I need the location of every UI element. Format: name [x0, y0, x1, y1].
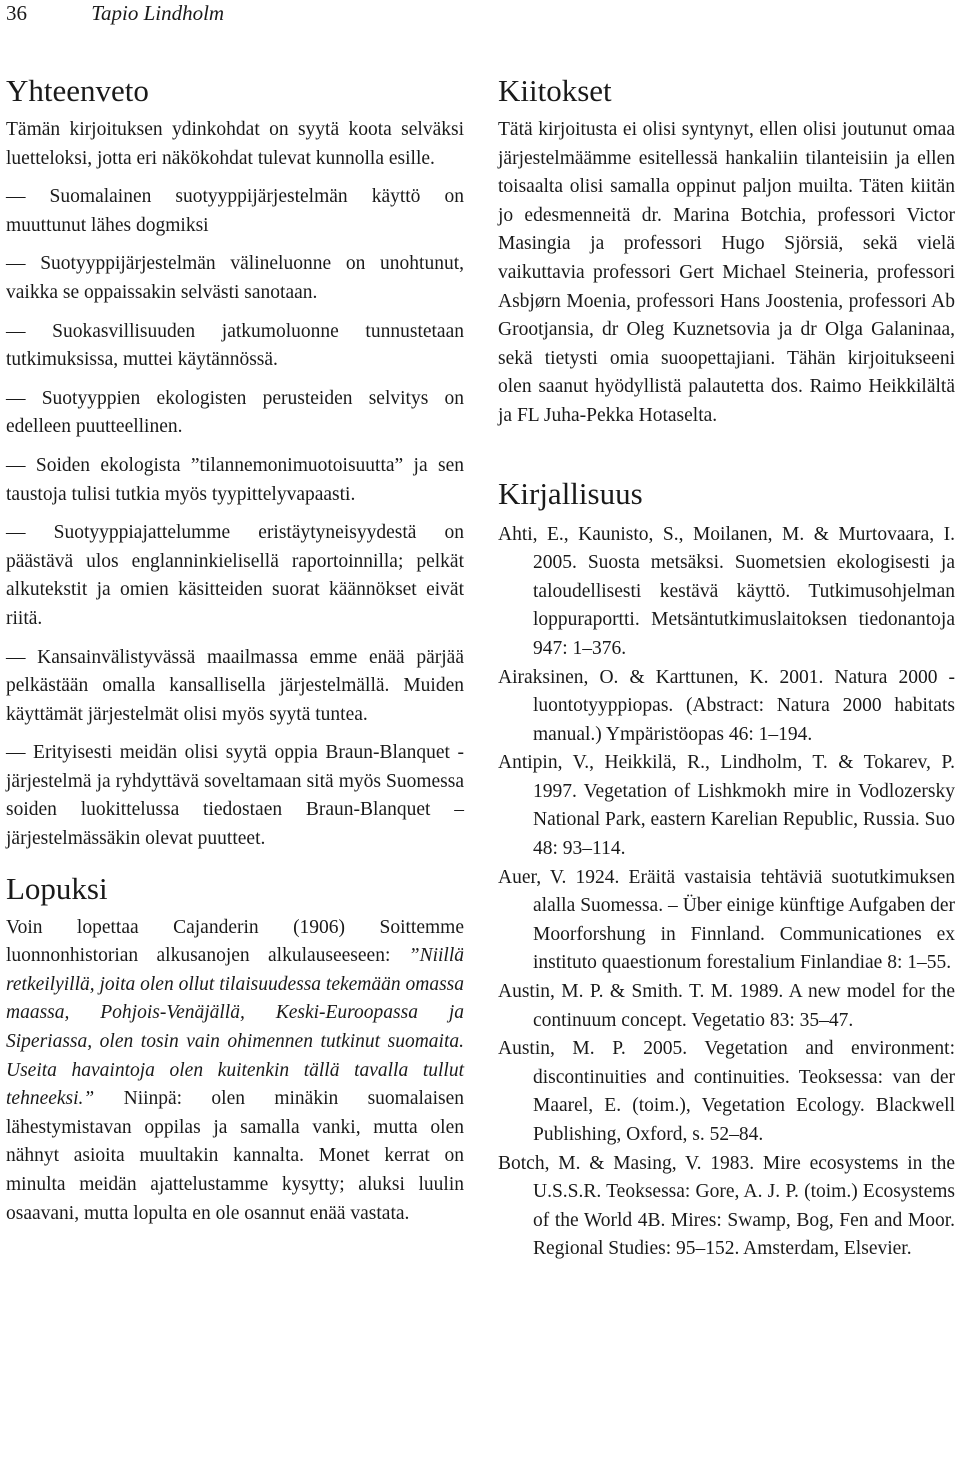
heading-yhteenveto: Yhteenveto — [6, 73, 149, 108]
reference-item: Austin, M. P. 2005. Vegetation and environment: discontinuities and continuities. Teoksessa: van der Maarel, E. (toim.), Vegetation Ecology. Blackwell Publishing, Oxford, s. 52–84. — [498, 1038, 955, 1145]
summary-point: — Kansainvälistyvässä maailmassa emme enää pärjää pelkästään omalla kansallisella järjestelmällä. Muiden käyttämät järjestelmät olisi myös syytä tuntea. — [6, 646, 464, 725]
summary-point: — Erityisesti meidän olisi syytä oppia Braun-Blanquet -järjestelmä ja ryhdyttävä soveltamaan sitä myös Suomessa soiden luokittelussa tiedostaen Braun-Blanquet –järjestelmässäkin olevat puutteet. — [6, 742, 464, 850]
lopuksi-text-end: Niinpä: olen minäkin suomalaisen lähestymistavan oppilas ja samalla vanki, mutta olen nähnyt asioita muultakin kannalta. Monet kerrat on minulta meidän ajattelustamme kysytty; aluksi luulin osaavani, mutta lopulta en ole osannut enää vastata. — [6, 1088, 464, 1224]
cajander-quote: ”Niillä retkeilyillä, joita olen ollut tilaisuudessa tekemään omassa maassa, Pohjois-Venäjällä, Keski-Euroopassa ja Siperiassa, olen tosin vain ohimennen tutkinut suomaita. Useita havaintoja olen kuitenkin tällä tavalla tullut tehneeksi.” — [6, 945, 465, 1110]
summary-point: — Suomalainen suotyyppijärjestelmän käyttö on muuttunut lähes dogmiksi — [6, 186, 464, 236]
lopuksi-text-start: Voin lopettaa Cajanderin (1906) Soittemme luonnonhistorian alkusanojen alkulauseeseen: — [6, 916, 464, 967]
heading-kiitokset: Kiitokset — [498, 73, 612, 108]
summary-point: — Suotyyppien ekologisten perusteiden selvitys on edelleen puutteellinen. — [6, 387, 464, 438]
summary-point: — Suokasvillisuuden jatkumoluonne tunnustetaan tutkimuksissa, muttei käytännössä. — [6, 320, 464, 371]
page-header — [6, 0, 224, 26]
reference-item: Auer, V. 1924. Eräitä vastaisia tehtäviä suotutkimuksen alalla Suomessa. – Über einige künftige Aufgaben der Moorforshung in Finnland. Communicationes ex instituto quaestionum forestalium Finlandiae 8: 1–55. — [498, 866, 955, 974]
left-column — [6, 72, 464, 1238]
lopuksi-paragraph — [6, 914, 464, 1229]
reference-item: Botch, M. & Masing, V. 1983. Mire ecosystems in the U.S.S.R. Teoksessa: Gore, A. J. P. (toim.) Ecosystems of the World 4B. Mires: Swamp, Bog, Fen and Moor. Regional Studies: 95–152. Amsterdam, Elsevier. — [498, 1152, 955, 1260]
right-column — [498, 72, 955, 1264]
summary-point: — Soiden ekologista ”tilannemonimuotoisuutta” ja sen taustoja tulisi tutkia myös tyypittelyvapaasti. — [6, 454, 464, 505]
heading-lopuksi: Lopuksi — [6, 870, 108, 906]
heading-kirjallisuus: Kirjallisuus — [498, 475, 643, 511]
summary-point: — Suotyyppijärjestelmän välineluonne on unohtunut, vaikka se oppaissakin selvästi sanotaan. — [6, 253, 464, 303]
reference-list — [498, 521, 955, 1264]
kiitokset-paragraph: Tätä kirjoitusta ei olisi syntynyt, ellen olisi joutunut omaa järjestelmäämme esitellessä hankaliin tilanteisiin ja ellen toisaalta olisi samalla oppinut paljon muilta. Täten kiitän jo edesmenneitä dr. Marina Botchia, professori Victor Masingia ja professori Hugo Sjörsiä, sekä vielä vaikuttavia professori Gert Michael Steineria, professori Asbjørn Moenia, professori Hans Joostenia, professori Ab Grootjansia, dr Oleg Kuznetsovia ja dr Olga Galaninaa, sekä tietysti omia suoopettajiani. Tähän kirjoitukseeni olen saanut hyödyllistä palautetta dos. Raimo Heikkilältä ja FL Juha-Pekka Hotaselta. — [498, 119, 955, 426]
reference-item: Airaksinen, O. & Karttunen, K. 2001. Natura 2000 -luontotyyppiopas. (Abstract: Natura 2000 habitats manual.) Ympäristöopas 46: 1–194. — [498, 666, 955, 745]
reference-item: Austin, M. P. & Smith. T. M. 1989. A new model for the continuum concept. Vegetatio 83: 35–47. — [498, 981, 955, 1031]
yhteenveto-intro: Tämän kirjoituksen ydinkohdat on syytä koota selväksi luetteloksi, jotta eri näkökohdat tulevat kunnolla esille. — [6, 119, 464, 169]
running-author: Tapio Lindholm — [91, 1, 225, 25]
reference-item: Ahti, E., Kaunisto, S., Moilanen, M. & Murtovaara, I. 2005. Suosta metsäksi. Suometsien ekologisesti ja taloudellisesti kestävä käyttö. Tutkimusohjelman loppuraportti. Metsäntutkimuslaitoksen tiedonantoja 947: 1–376. — [498, 523, 955, 659]
page-number: 36 — [6, 1, 27, 25]
summary-point: — Suotyyppiajattelumme eristäytyneisyydestä on päästävä ulos englanninkielisellä raportoinnilla; pelkät alkutekstit ja omien käsitteiden suorat käännökset eivät riitä. — [6, 522, 464, 629]
reference-item: Antipin, V., Heikkilä, R., Lindholm, T. & Tokarev, P. 1997. Vegetation of Lishkmokh mire in Vodlozersky National Park, eastern Karelian Republic, Russia. Suo 48: 93–114. — [498, 752, 955, 860]
